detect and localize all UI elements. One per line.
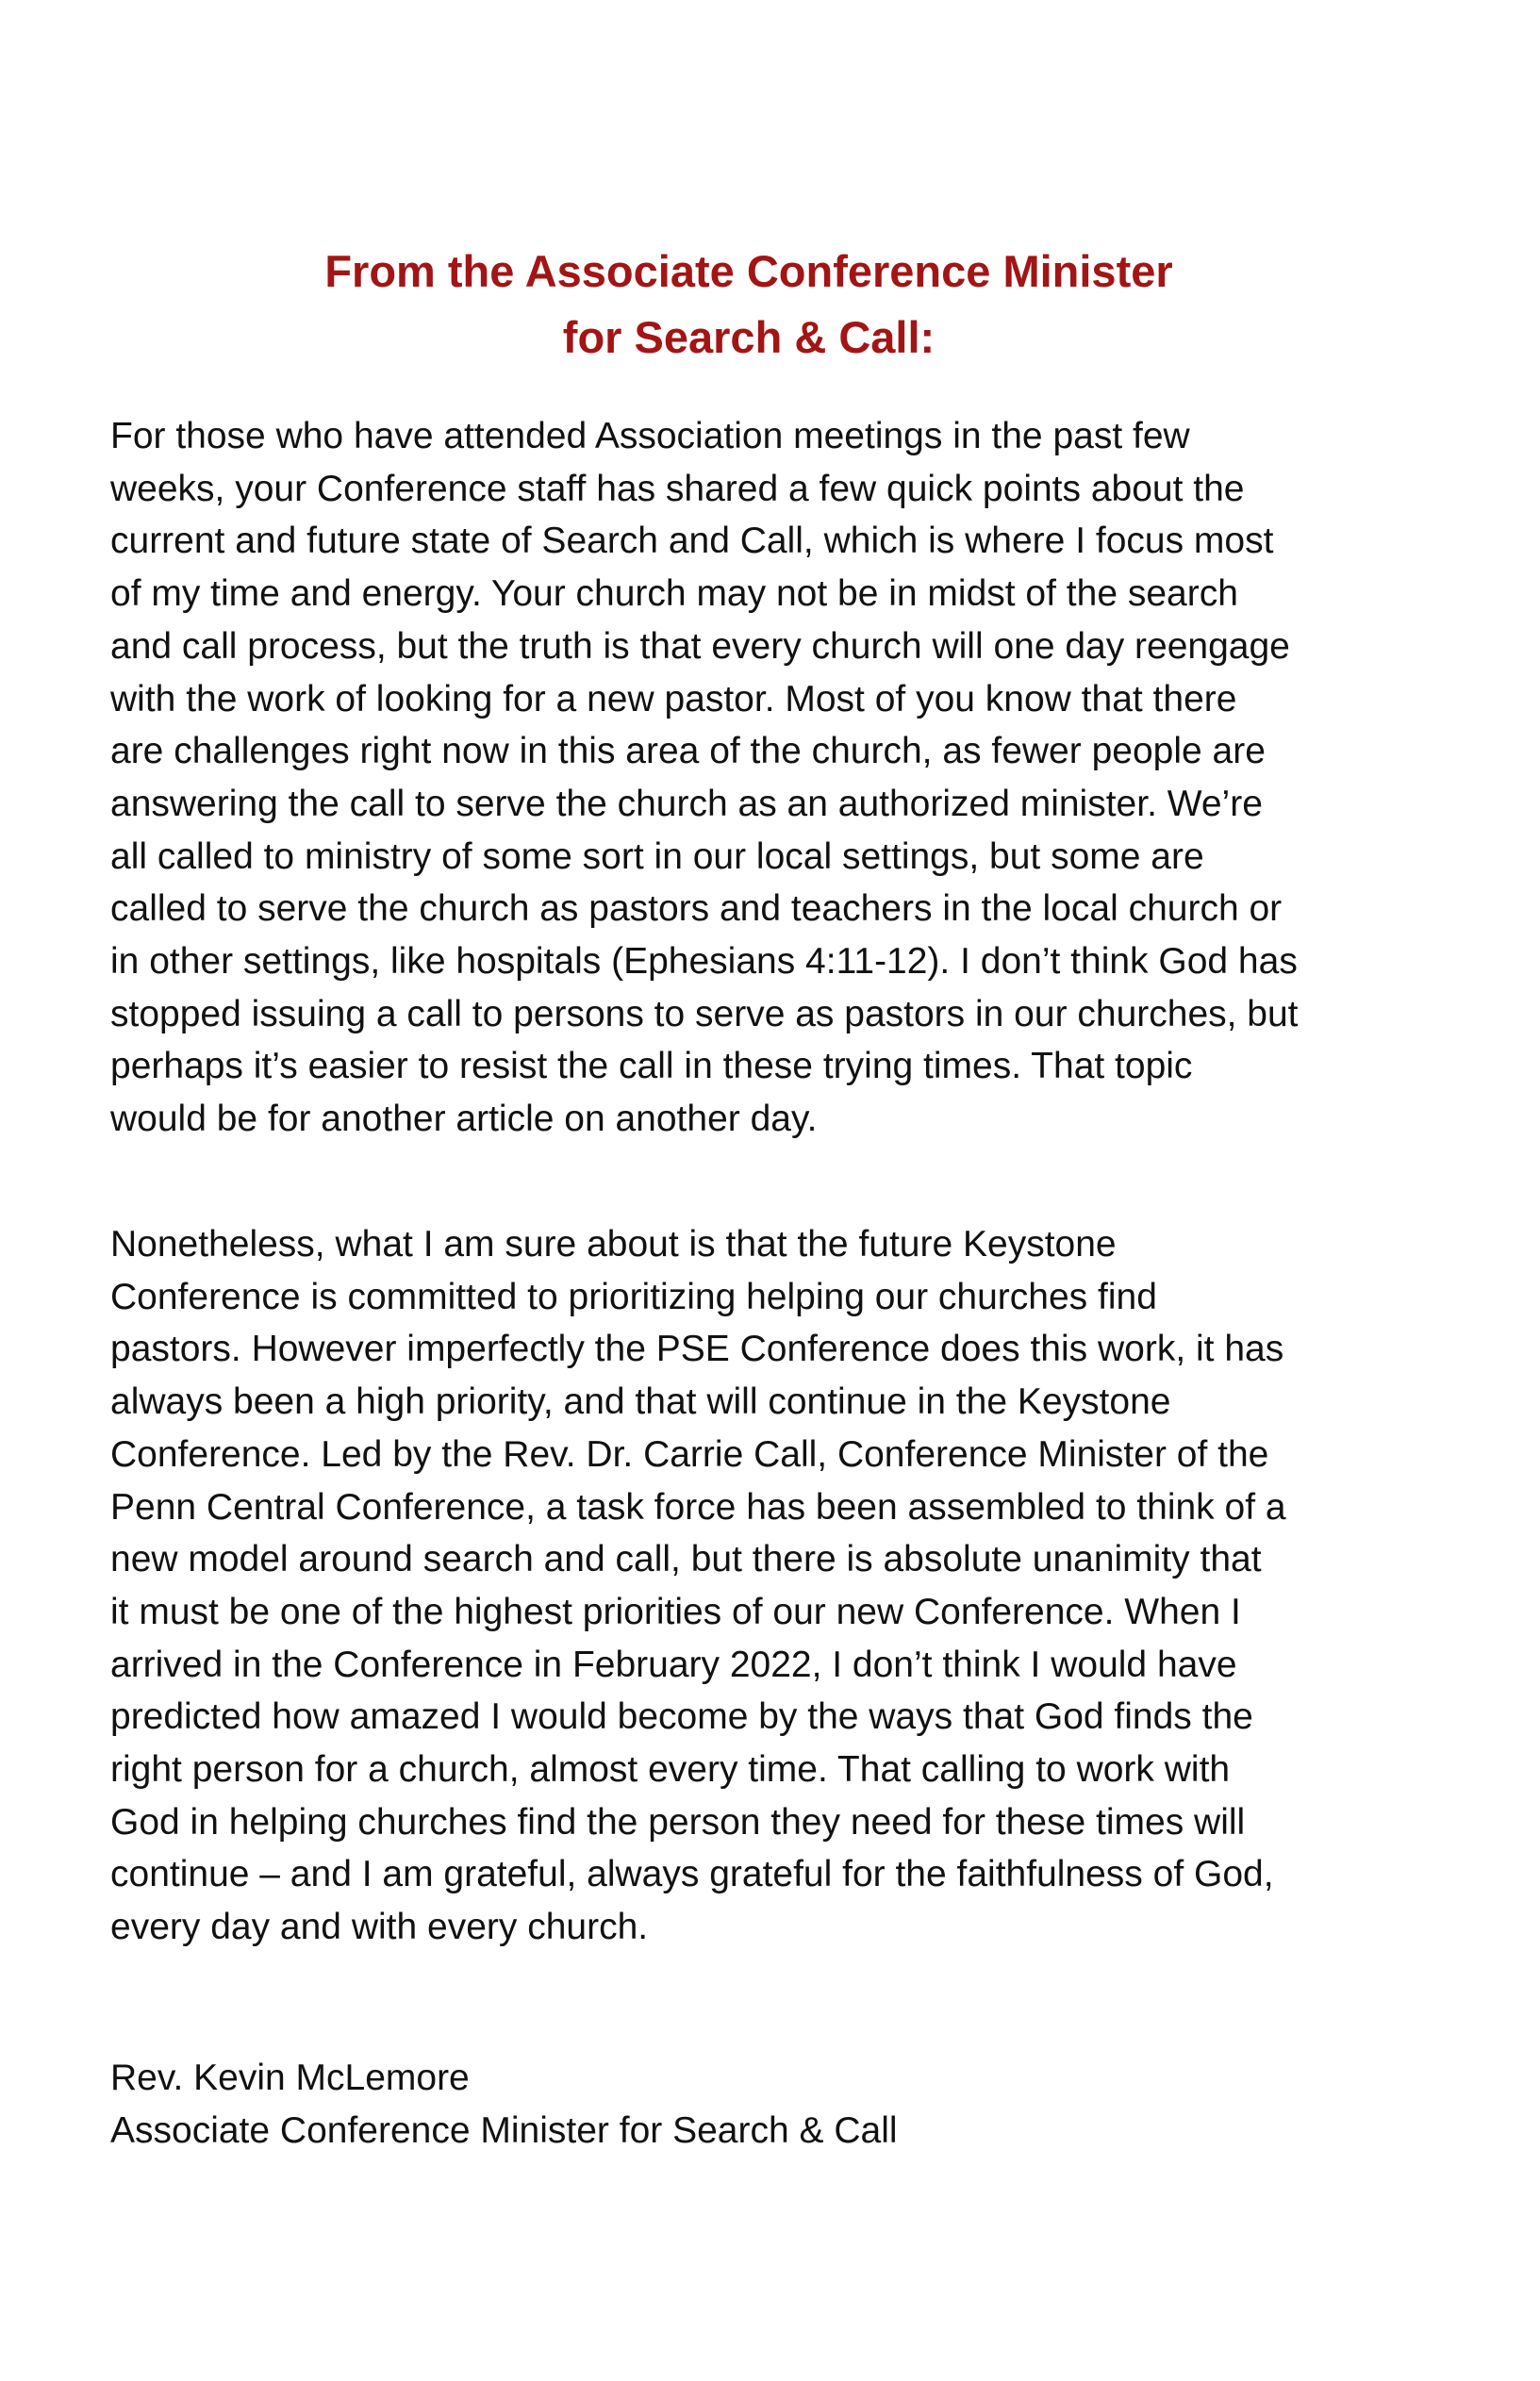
signature-block xyxy=(110,2052,1402,2157)
paragraph-line: every day and with every church. xyxy=(110,1907,649,1948)
paragraph-line: For those who have attended Association meetings in the past few xyxy=(110,416,1190,456)
paragraph-line: Nonetheless, what I am sure about is that the future Keystone xyxy=(110,1224,1117,1265)
paragraph-line: Penn Central Conference, a task force has been assembled to think of a xyxy=(110,1486,1286,1528)
paragraph-line: Conference is committed to prioritizing helping our churches find xyxy=(110,1276,1157,1317)
paragraph-line: current and future state of Search and Call, which is where I focus most xyxy=(110,521,1274,562)
signature-name: Rev. Kevin McLemore xyxy=(110,2058,470,2098)
paragraph-line: pastors. However imperfectly the PSE Conference does this work, it has xyxy=(110,1329,1284,1370)
paragraph-line: God in helping churches find the person they need for these times will xyxy=(110,1801,1246,1843)
paragraph-line: of my time and energy. Your church may not be in midst of the search xyxy=(110,573,1238,615)
paragraph-line: weeks, your Conference staff has shared a few quick points about the xyxy=(110,468,1245,509)
paragraph-line: would be for another article on another day. xyxy=(110,1099,818,1140)
paragraph-line: it must be one of the highest priorities of our new Conference. When I xyxy=(110,1591,1241,1632)
paragraph-line: all called to ministry of some sort in our local settings, but some are xyxy=(110,835,1204,877)
paragraph-1 xyxy=(110,410,1402,1146)
paragraph-line: predicted how amazed I would become by the ways that God finds the xyxy=(110,1696,1253,1738)
paragraph-line: new model around search and call, but there is absolute unanimity that xyxy=(110,1539,1262,1580)
paragraph-line: stopped issuing a call to persons to serve as pastors in our churches, but xyxy=(110,993,1299,1034)
paragraph-line: are challenges right now in this area of the church, as fewer people are xyxy=(110,731,1266,772)
paragraph-2 xyxy=(110,1218,1402,1954)
paragraph-line: and call process, but the truth is that every church will one day reengage xyxy=(110,625,1290,667)
paragraph-line: continue – and I am grateful, always grateful for the faithfulness of God, xyxy=(110,1854,1274,1895)
title-line: for Search & Call: xyxy=(562,312,936,363)
paragraph-line: in other settings, like hospitals (Ephesians 4:11-12). I don’t think God has xyxy=(110,941,1298,983)
paragraph-line: always been a high priority, and that will continue in the Keystone xyxy=(110,1381,1171,1423)
title-line: From the Associate Conference Minister xyxy=(324,246,1173,297)
paragraph-line: with the work of looking for a new pastor. Most of you know that there xyxy=(110,678,1237,719)
page-title xyxy=(0,239,1498,371)
paragraph-line: arrived in the Conference in February 2022, I don’t think I would have xyxy=(110,1644,1237,1685)
paragraph-line: perhaps it’s easier to resist the call in these trying times. That topic xyxy=(110,1046,1193,1087)
paragraph-line: answering the call to serve the church as an authorized minister. We’re xyxy=(110,783,1263,824)
signature-role: Associate Conference Minister for Search & Call xyxy=(110,2109,898,2151)
paragraph-line: called to serve the church as pastors and teachers in the local church or xyxy=(110,888,1283,930)
paragraph-line: Conference. Led by the Rev. Dr. Carrie Call, Conference Minister of the xyxy=(110,1433,1269,1475)
paragraph-line: right person for a church, almost every time. That calling to work with xyxy=(110,1749,1231,1791)
